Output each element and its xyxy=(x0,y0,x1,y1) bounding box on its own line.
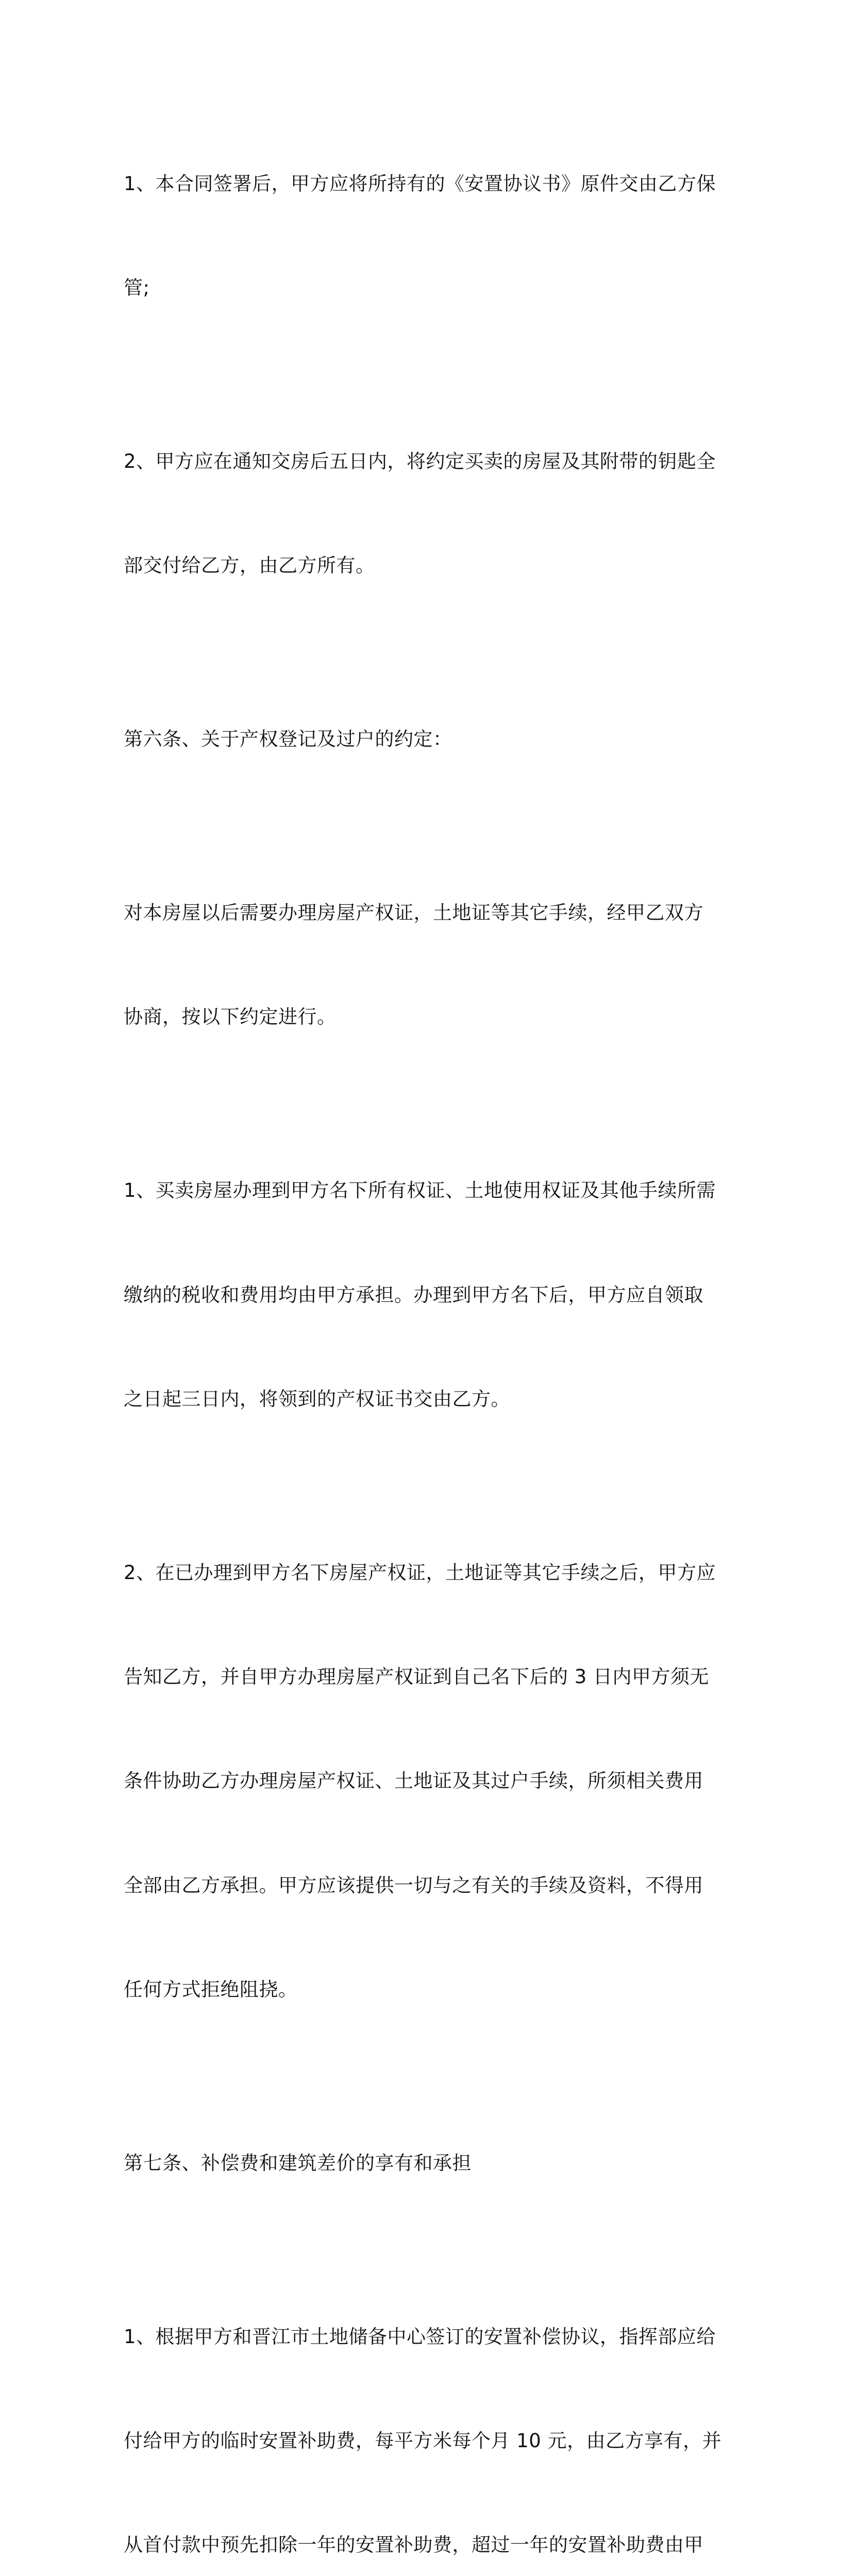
text-line: 全部由乙方承担。甲方应该提供一切与之有关的手续及资料，不得用 xyxy=(124,1874,703,1896)
text-line: 2、在已办理到甲方名下房屋产权证，土地证等其它手续之后，甲方应 xyxy=(124,1561,716,1584)
text-line: 告知乙方，并自甲方办理房屋产权证到自己名下后的 3 日内甲方须无 xyxy=(124,1666,710,1688)
text-line: 缴纳的税收和费用均由甲方承担。办理到甲方名下后，甲方应自领取 xyxy=(124,1283,703,1306)
paragraph-clause-2-handover-keys xyxy=(124,375,716,652)
text-line: 协商，按以下约定进行。 xyxy=(124,1006,337,1028)
paragraph-clause-1-handover-agreement xyxy=(124,97,716,375)
text-line: 任何方式拒绝阻挠。 xyxy=(124,1978,298,2001)
text-line: 1、根据甲方和晋江市土地储备中心签订的安置补偿协议，指挥部应给 xyxy=(124,2325,716,2348)
article-6-heading xyxy=(124,652,716,826)
text-line: 第七条、补偿费和建筑差价的享有和承担 xyxy=(124,2151,472,2174)
paragraph-article-6-clause-1 xyxy=(124,1104,716,1486)
text-line: 1、本合同签署后，甲方应将所持有的《安置协议书》原件交由乙方保 xyxy=(124,172,716,195)
paragraph-article-6-intro xyxy=(124,826,716,1104)
text-line: 部交付给乙方，由乙方所有。 xyxy=(124,554,375,577)
text-line: 之日起三日内，将领到的产权证书交由乙方。 xyxy=(124,1387,510,1410)
paragraph-article-7-clause-1 xyxy=(124,2250,722,2576)
text-line: 从首付款中预先扣除一年的安置补助费，超过一年的安置补助费由甲 xyxy=(124,2534,703,2556)
text-line: 2、甲方应在通知交房后五日内，将约定买卖的房屋及其附带的钥匙全 xyxy=(124,450,716,473)
text-line: 1、买卖房屋办理到甲方名下所有权证、土地使用权证及其他手续所需 xyxy=(124,1179,716,1202)
document-page xyxy=(124,97,722,2576)
text-line: 条件协助乙方办理房屋产权证、土地证及其过户手续，所须相关费用 xyxy=(124,1770,703,1792)
text-line: 管; xyxy=(124,277,150,299)
text-line: 付给甲方的临时安置补助费，每平方米每个月 10 元，由乙方享有，并 xyxy=(124,2429,722,2452)
text-line: 对本房屋以后需要办理房屋产权证，土地证等其它手续，经甲乙双方 xyxy=(124,902,703,924)
text-line: 第六条、关于产权登记及过户的约定： xyxy=(124,728,452,751)
article-7-heading xyxy=(124,2076,716,2250)
paragraph-article-6-clause-2 xyxy=(124,1486,716,2076)
